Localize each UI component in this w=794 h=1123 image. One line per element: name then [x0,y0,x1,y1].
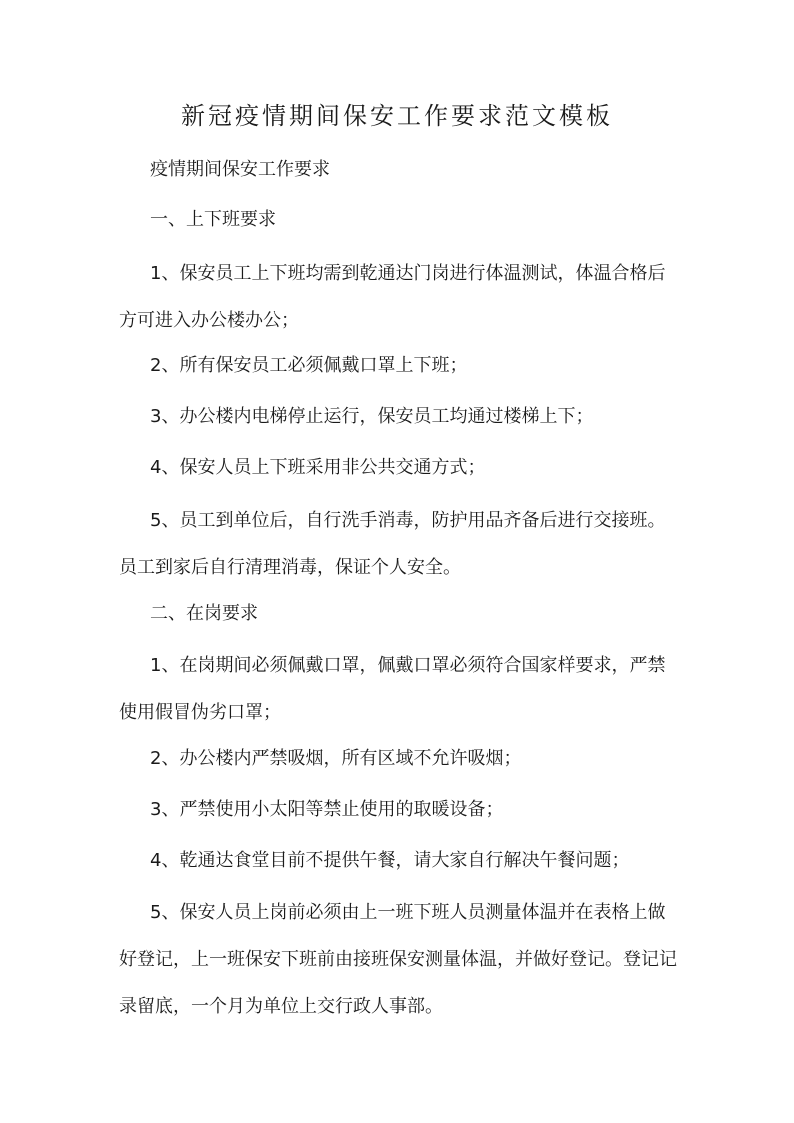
paragraph-item: 2、办公楼内严禁吸烟，所有区域不允许吸烟； [150,748,522,769]
paragraph-section-heading-2: 二、在岗要求 [150,603,258,624]
paragraph-item: 4、保安人员上下班采用非公共交通方式； [150,457,486,478]
paragraph-item: 1、保安员工上下班均需到乾通达门岗进行体温测试，体温合格后方可进入办公楼办公； [119,263,666,331]
document-title: 新冠疫情期间保安工作要求范文模板 [181,102,613,130]
paragraph-item: 3、办公楼内电梯停止运行，保安员工均通过楼梯上下； [150,406,594,427]
paragraph-item: 5、保安人员上岗前必须由上一班下班人员测量体温并在表格上做好登记，上一班保安下班前由接班保安测量体温，并做好登记。登记记录留底，一个月为单位上交行政人事部。 [119,902,677,1017]
paragraph-subtitle: 疫情期间保安工作要求 [150,159,330,180]
paragraph-item: 3、严禁使用小太阳等禁止使用的取暖设备； [150,799,504,820]
paragraph-item: 5、员工到单位后，自行洗手消毒，防护用品齐备后进行交接班。员工到家后自行清理消毒，保证个人安全。 [119,510,666,578]
paragraph-item: 2、所有保安员工必须佩戴口罩上下班； [150,355,468,376]
paragraph-section-heading-1: 一、上下班要求 [150,209,276,230]
paragraph-item: 1、在岗期间必须佩戴口罩，佩戴口罩必须符合国家样要求，严禁使用假冒伪劣口罩； [119,655,666,723]
paragraph-item: 4、乾通达食堂目前不提供午餐，请大家自行解决午餐问题； [150,850,630,871]
